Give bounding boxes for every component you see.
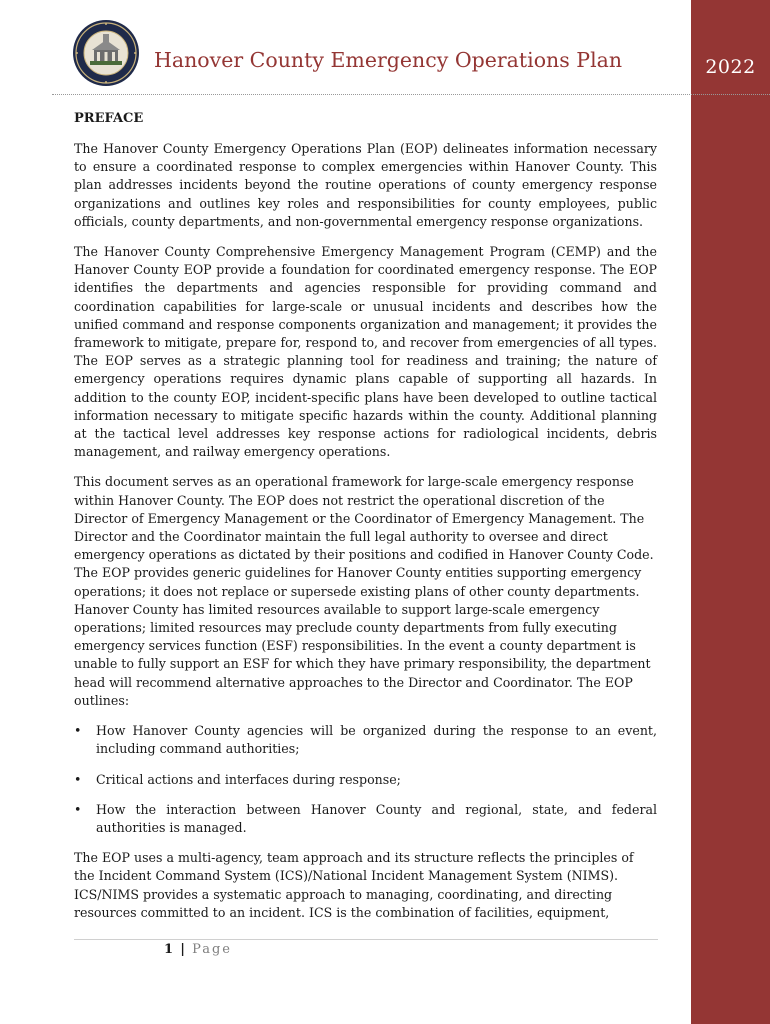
page-number-separator: | — [180, 942, 185, 957]
list-item — [74, 722, 657, 758]
bullet-icon: • — [74, 723, 82, 739]
header-year: 2022 — [705, 56, 756, 78]
section-heading: PREFACE — [74, 111, 144, 126]
list-item-text: How Hanover County agencies will be organized during the response to an event, including command authorities; — [96, 723, 657, 757]
paragraph: This document serves as an operational framework for large-scale emergency response within Hanover County. The EOP does not restrict the operational discretion of the Director of Emergency Management or the Coordinator of Emergency Management. The Director and the Coordinator maintain the full legal authority to oversee and direct emergency operations as dictated by their positions and codified in Hanover County Code. The EOP provides generic guidelines for Hanover County entities supporting emergency operations; it does not replace or supersede existing plans of other county departments. Hanover County has limited resources available to support large-scale emergency operations; limited resources may preclude county departments from fully executing emergency services function (ESF) responsibilities. In the event a county department is unable to fully support an ESF for which they have primary responsibility, the department head will recommend alternative approaches to the Director and Coordinator. The EOP outlines: — [74, 474, 654, 708]
list-item-text: Critical actions and interfaces during response; — [96, 771, 401, 787]
list-item-text: How the interaction between Hanover County and regional, state, and federal authorities is managed. — [96, 801, 657, 835]
paragraph: The Hanover County Comprehensive Emergency Management Program (CEMP) and the Hanover County EOP provide a foundation for coordinated emergency response. The EOP identifies the departments and agencies responsible for providing command and coordination capabilities for large-scale or unusual incidents and describes how the unified command and response components organization and management; it provides the framework to mitigate, prepare for, respond to, and recover from emergencies of all types. The EOP serves as a strategic planning tool for readiness and training; the nature of emergency operations requires dynamic plans capable of supporting all hazards. In addition to the county EOP, incident-specific plans have been developed to outline tactical information necessary to mitigate specific hazards within the county. Additional planning at the tactical level addresses key response actions for radiological incidents, debris management, and railway emergency operations. — [74, 244, 657, 460]
paragraph: The EOP uses a multi-agency, team approach and its structure reflects the principles of the Incident Command System (ICS)/National Incident Management System (NIMS). ICS/NIMS provides a systematic approach to managing, coordinating, and directing resources committed to an incident. ICS is the combination of facilities, equipment, — [74, 850, 634, 920]
bullet-icon: • — [74, 801, 82, 817]
page-number — [164, 942, 232, 957]
page-label: Page — [192, 942, 232, 957]
paragraph: The Hanover County Emergency Operations Plan (EOP) delineates information necessary to ensure a coordinated response to complex emergencies within Hanover County. This plan addresses incidents beyond the routine operations of county emergency response organizations and outlines key roles and responsibilities for county employees, public officials, county departments, and non-governmental emergency response organizations. — [74, 141, 657, 229]
list-item — [74, 771, 657, 789]
document-title: Hanover County Emergency Operations Plan — [154, 48, 623, 72]
county-seal-icon — [72, 19, 140, 87]
list-item — [74, 801, 657, 837]
page-number-value: 1 — [164, 942, 174, 957]
side-color-band — [691, 0, 770, 1024]
header-divider — [52, 94, 770, 95]
footer-divider — [74, 939, 658, 940]
bullet-list — [74, 722, 657, 837]
bullet-icon: • — [74, 771, 82, 787]
page-body — [74, 111, 657, 934]
